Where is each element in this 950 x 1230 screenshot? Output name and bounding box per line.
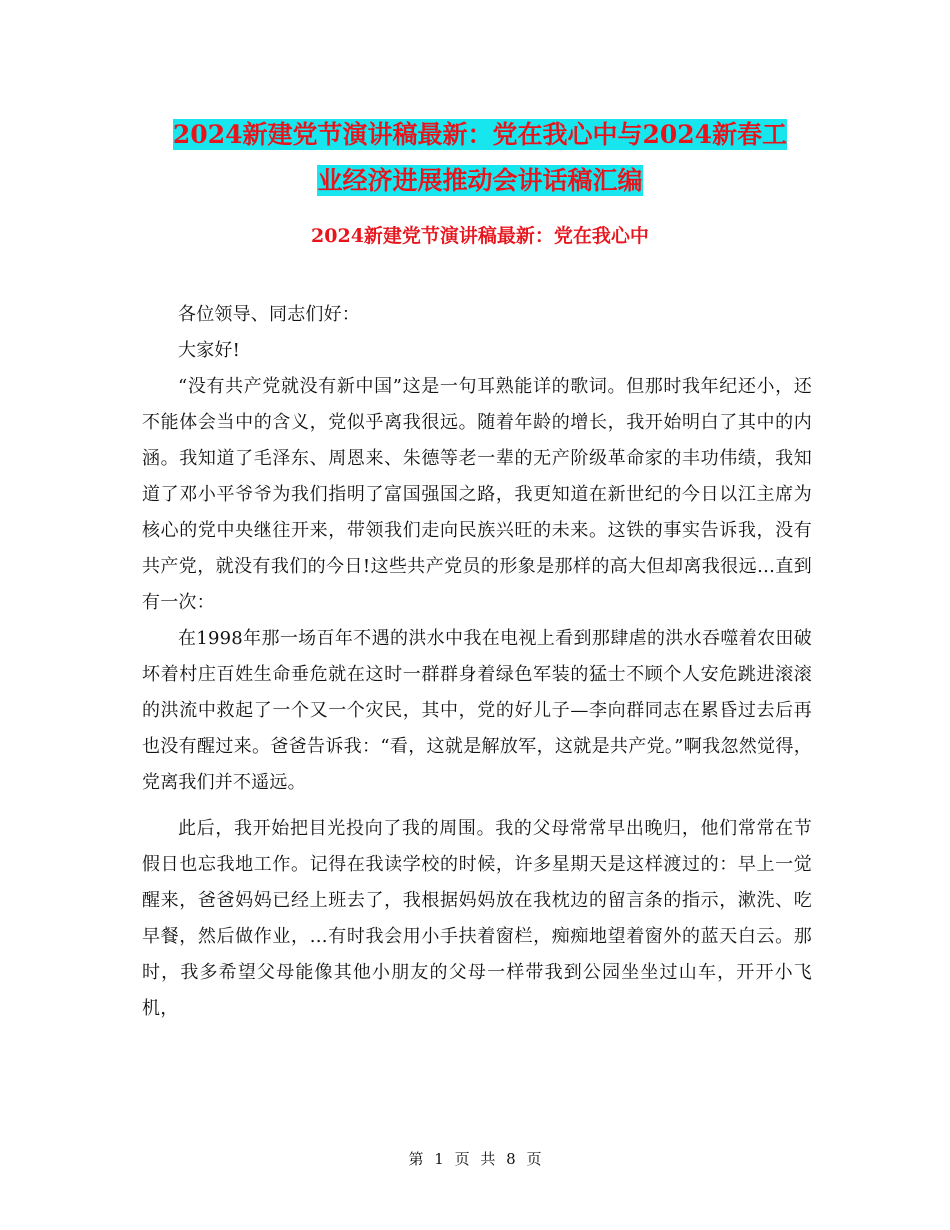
main-title-line-2: 业经济进展推动会讲话稿汇编 <box>317 166 643 195</box>
paragraph-parents: 此后，我开始把目光投向了我的周围。我的父母常常早出晚归，他们常常在节假日也忘我地工作。记得在我读学校的时候，许多星期天是这样渡过的：早上一觉醒来，爸爸妈妈已经上班去了，我根据妈妈放在我枕边的留言条的指示，漱洗、吃早餐，然后做作业，…有时我会用小手扶着窗栏，痴痴地望着窗外的蓝天白云。那时，我多希望父母能像其他小朋友的父母一样带我到公园坐坐过山车，开开小飞机， <box>142 818 812 1019</box>
main-title <box>140 112 820 204</box>
paragraph-song: “没有共产党就没有新中国”这是一句耳熟能详的歌词。但那时我年纪还小，还不能体会当中的含义，党似乎离我很远。随着年龄的增长，我开始明白了其中的内涵。我知道了毛泽东、周恩来、朱德等老一辈的无产阶级革命家的丰功伟绩，我知道了邓小平爷爷为我们指明了富国强国之路，我更知道在新世纪的今日以江主席为核心的党中央继往开来，带领我们走向民族兴旺的未来。这铁的事实告诉我，没有共产党，就没有我们的今日!这些共产党员的形象是那样的高大但却离我很远…直到有一次： <box>142 376 812 613</box>
section-title: 2024新建党节演讲稿最新：党在我心中 <box>311 225 649 247</box>
main-title-line-1: 2024新建党节演讲稿最新：党在我心中与2024新春工 <box>172 120 788 149</box>
paragraph-greeting: 各位领导、同志们好： <box>178 304 360 325</box>
page-footer: 第 1 页 共 8 页 <box>408 1150 542 1168</box>
body-text <box>142 297 812 1027</box>
paragraph-hello: 大家好! <box>178 340 241 361</box>
paragraph-flood: 在1998年那一场百年不遇的洪水中我在电视上看到那肆虐的洪水吞噬着农田破坏着村庄百姓生命垂危就在这时一群群身着绿色军装的猛士不顾个人安危跳进滚滚的洪流中救起了一个又一个灾民，其中，党的好儿子—李向群同志在累昏过去后再也没有醒过来。爸爸告诉我：“看，这就是解放军，这就是共产党。”啊我忽然觉得，党离我们并不遥远。 <box>142 628 812 793</box>
